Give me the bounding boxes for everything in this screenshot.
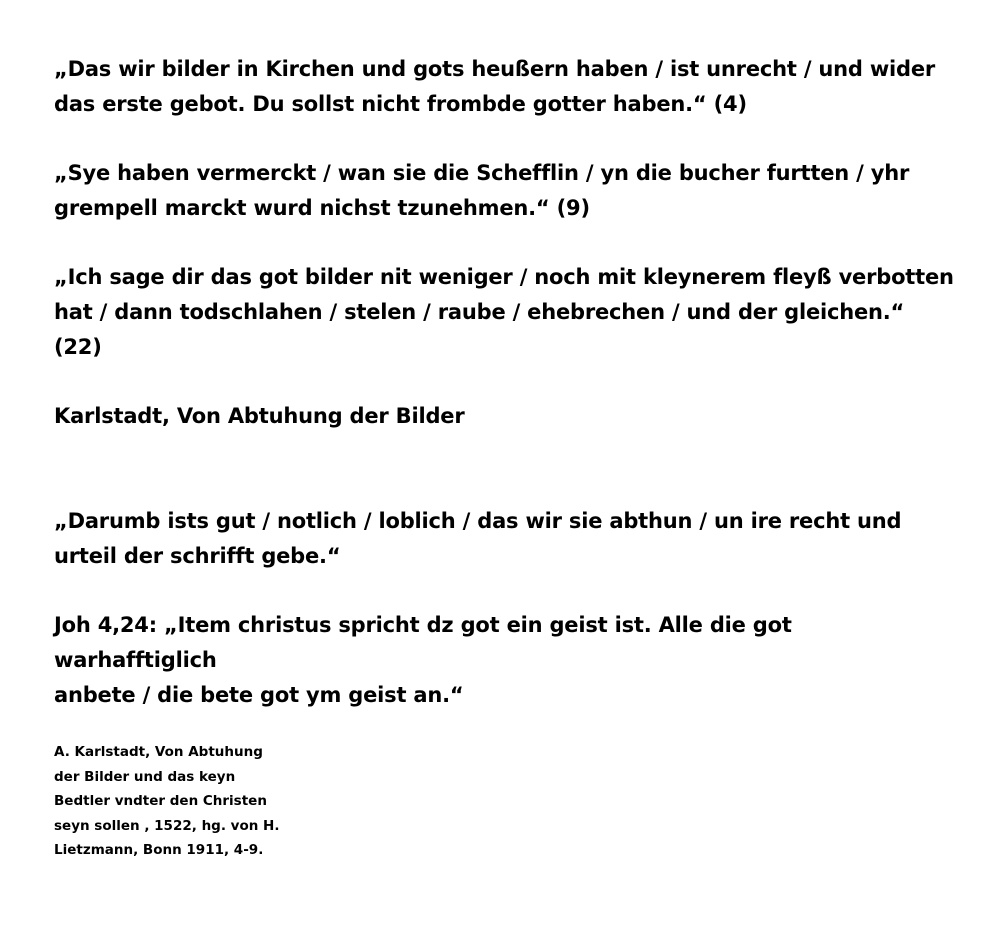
quote-3-line-2: hat / dann todschlahen / stelen / raube / ehebrechen / und der gleichen.“: [54, 300, 905, 324]
quote-4-line-1: „Darumb ists gut / notlich / loblich / das wir sie abthun / un ire recht und: [54, 509, 902, 533]
footnote-line-2: der Bilder und das keyn: [54, 768, 236, 785]
quote-3-line-3: (22): [54, 335, 102, 359]
quote-1-line-2: das erste gebot. Du sollst nicht frombde gotter haben.“ (4): [54, 92, 747, 116]
footnote-line-5: Lietzmann, Bonn 1911, 4-9.: [54, 842, 264, 858]
quote-paragraph-1: [54, 52, 954, 122]
quote-4-line-2: urteil der schrifft gebe.“: [54, 544, 341, 568]
quote-5-line-2: anbete / die bete got ym geist an.“: [54, 683, 464, 707]
attribution-heading: Karlstadt, Von Abtuhung der Bilder: [54, 404, 465, 428]
footnote-line-1: A. Karlstadt, Von Abtuhung: [54, 744, 263, 760]
quote-paragraph-4: [54, 504, 954, 574]
document-body: [54, 52, 954, 713]
quote-paragraph-2: [54, 156, 954, 226]
quote-1-line-1: „Das wir bilder in Kirchen und gots heußern haben / ist unrecht / und wider: [54, 57, 936, 81]
footnote-line-3: Bedtler vndter den Christen: [54, 793, 267, 809]
footnote-line-4: seyn sollen , 1522, hg. von H.: [54, 817, 280, 834]
quote-5-line-1: Joh 4,24: „Item christus spricht dz got ein geist ist. Alle die got warhafftiglich: [54, 613, 792, 672]
quote-3-line-1: „Ich sage dir das got bilder nit weniger / noch mit kleynerem fleyß verbotten: [54, 265, 954, 289]
source-footnote: [54, 740, 314, 863]
quote-2-line-2: grempell marckt wurd nichst tzunehmen.“ (9): [54, 196, 590, 220]
quote-paragraph-3: [54, 260, 954, 365]
quote-2-line-1: „Sye haben vermerckt / wan sie die Schefflin / yn die bucher furtten / yhr: [54, 161, 910, 185]
quote-paragraph-5: [54, 608, 954, 713]
